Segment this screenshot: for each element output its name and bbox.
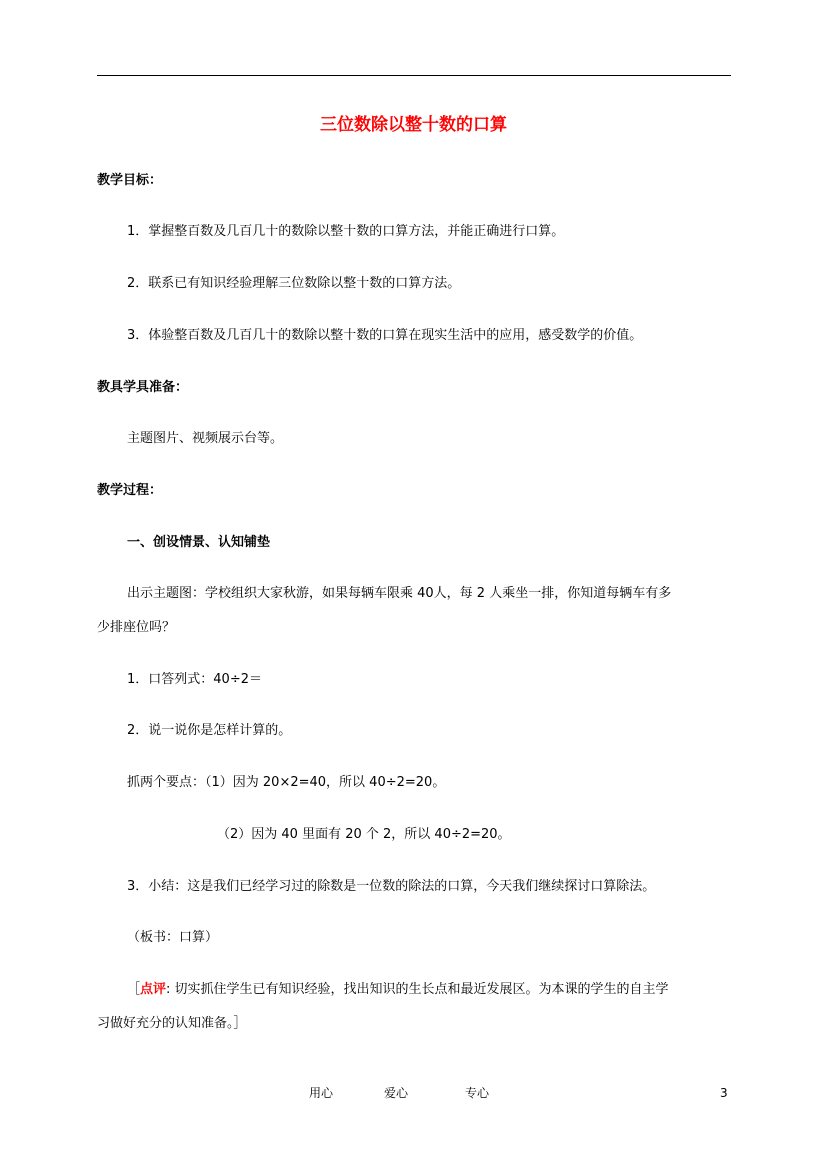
comment-text: : 切实抓住学生已有知识经验，找出知识的生长点和最近发展区。为本课的学生的自主学	[166, 982, 669, 997]
footer-item-1: 用心	[309, 1086, 334, 1100]
footer-item-3: 专心	[465, 1086, 490, 1100]
key-points-2: （2）因为 40 里面有 20 个 2，所以 40÷2=20。	[217, 827, 511, 842]
goal-2: 2．联系已有知识经验理解三位数除以整十数的口算方法。	[127, 276, 461, 291]
comment-line-1	[127, 981, 669, 999]
prep-heading: 教具学具准备：	[97, 380, 189, 395]
comment-open-bracket: ［	[127, 982, 141, 997]
key-points-1: 抓两个要点：（1）因为 20×2=40，所以 40÷2=20。	[127, 775, 446, 790]
prep-text: 主题图片、视频展示台等。	[127, 431, 284, 446]
goals-heading: 教学目标：	[97, 173, 163, 188]
process-heading: 教学过程：	[97, 483, 163, 498]
step-1: 1．口答列式：40÷2＝	[127, 672, 262, 687]
document-title: 三位数除以整十数的口算	[320, 115, 507, 135]
step-2: 2．说一说你是怎样计算的。	[127, 723, 292, 738]
page-number: 3	[720, 1086, 728, 1100]
scenario-line-2: 少排座位吗？	[97, 620, 176, 635]
part-one-heading: 一、创设情景、认知铺垫	[127, 535, 271, 550]
footer-item-2: 爱心	[384, 1086, 409, 1100]
step-3: 3．小结：这是我们已经学习过的除数是一位数的除法的口算，今天我们继续探讨口算除法。	[127, 879, 656, 894]
comment-line-2: 习做好充分的认知准备。］	[97, 1016, 247, 1031]
header-rule	[97, 75, 731, 76]
board-note: （板书：口算）	[127, 930, 219, 945]
goal-3: 3．体验整百数及几百几十的数除以整十数的口算在现实生活中的应用，感受数学的价值。	[127, 328, 643, 343]
goal-1: 1．掌握整百数及几百几十的数除以整十数的口算方法，并能正确进行口算。	[127, 224, 565, 239]
comment-label: 点评	[140, 982, 167, 997]
scenario-line-1: 出示主题图：学校组织大家秋游，如果每辆车限乘 40人，每 2 人乘坐一排，你知道每辆车有多	[127, 586, 672, 601]
